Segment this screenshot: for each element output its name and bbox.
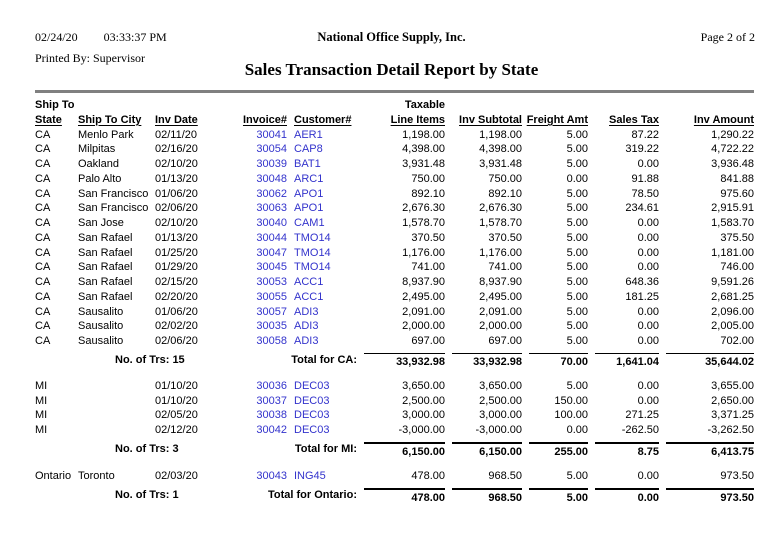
total-label: Total for Ontario: xyxy=(267,488,357,501)
col-salestax: Sales Tax xyxy=(609,113,659,126)
city-cell: Sausalito xyxy=(78,320,124,333)
invsubtotal-total: 33,932.98 xyxy=(452,353,522,370)
city-cell: Palo Alto xyxy=(78,172,122,185)
invoice-link[interactable]: 30038 xyxy=(256,409,287,422)
table-header-line2 xyxy=(35,113,754,128)
invamount-cell: 841.88 xyxy=(720,172,754,185)
invsubtotal-cell: 2,495.00 xyxy=(479,290,522,303)
salestax-cell: 271.25 xyxy=(625,409,659,422)
freight-cell: 5.00 xyxy=(566,231,588,244)
invamount-cell: 1,583.70 xyxy=(711,217,754,229)
invoice-link[interactable]: 30037 xyxy=(256,394,287,407)
invamount-cell: 3,936.48 xyxy=(711,158,754,170)
company-name: National Office Supply, Inc. xyxy=(317,30,466,44)
invsubtotal-cell: 2,500.00 xyxy=(479,394,522,407)
freight-cell: 5.00 xyxy=(566,469,588,482)
print-date: 02/24/20 xyxy=(35,30,78,44)
invamount-cell: 2,096.00 xyxy=(711,305,754,318)
freight-cell: 5.00 xyxy=(566,379,588,392)
salestax-cell: -262.50 xyxy=(621,424,659,436)
col-lineitems-top: Taxable xyxy=(404,99,445,111)
invdate-cell: 02/10/20 xyxy=(155,217,198,229)
city-cell xyxy=(78,423,155,438)
freight-cell: 5.00 xyxy=(566,320,588,333)
city-cell: Toronto xyxy=(78,469,115,482)
freight-cell: 5.00 xyxy=(566,290,588,303)
col-invamount: Inv Amount xyxy=(693,113,754,126)
group-total-row xyxy=(35,353,754,370)
invoice-link[interactable]: 30057 xyxy=(256,305,287,318)
city-cell: Oakland xyxy=(78,158,119,170)
group-total-row xyxy=(35,488,754,506)
header-line1 xyxy=(0,30,783,46)
invoice-link[interactable]: 30044 xyxy=(256,231,287,244)
invsubtotal-cell: 2,000.00 xyxy=(479,320,522,333)
freight-cell: 5.00 xyxy=(566,305,588,318)
customer-link[interactable]: ADI3 xyxy=(294,320,319,333)
table-row xyxy=(35,290,754,305)
report-body xyxy=(35,128,754,506)
invdate-cell: 01/29/20 xyxy=(155,261,198,274)
invsubtotal-cell: 750.00 xyxy=(488,172,522,185)
salestax-cell: 0.00 xyxy=(637,379,659,392)
state-cell: CA xyxy=(35,305,51,318)
table-row xyxy=(35,157,754,172)
salestax-cell: 0.00 xyxy=(637,158,659,170)
invdate-cell: 01/13/20 xyxy=(155,231,198,244)
customer-link[interactable]: AER1 xyxy=(294,128,323,141)
invdate-cell: 01/10/20 xyxy=(155,394,198,407)
state-cell: CA xyxy=(35,246,51,259)
state-cell: MI xyxy=(35,409,48,422)
customer-link[interactable]: CAM1 xyxy=(294,217,325,229)
invsubtotal-cell: 968.50 xyxy=(488,469,522,482)
freight-cell: 5.00 xyxy=(566,143,588,156)
lineitems-cell: 8,937.90 xyxy=(402,276,445,288)
col-lineitems: Line Items xyxy=(390,113,445,126)
lineitems-cell: 2,495.00 xyxy=(402,290,445,303)
lineitems-cell: 892.10 xyxy=(411,187,445,200)
lineitems-cell: 2,000.00 xyxy=(402,320,445,333)
city-cell: San Rafael xyxy=(78,290,133,303)
table-row xyxy=(35,216,754,231)
city-cell xyxy=(78,394,155,409)
header-divider xyxy=(35,90,754,93)
invamount-cell: 375.50 xyxy=(720,231,754,244)
customer-link[interactable]: DEC03 xyxy=(294,409,330,422)
invsubtotal-cell: 2,091.00 xyxy=(479,305,522,318)
invdate-cell: 02/03/20 xyxy=(155,469,198,482)
invamount-cell: 9,591.26 xyxy=(711,276,754,288)
customer-link[interactable]: APO1 xyxy=(294,202,324,215)
state-cell: CA xyxy=(35,143,51,156)
col-city: Ship To City xyxy=(78,113,142,126)
invsubtotal-cell: 4,398.00 xyxy=(479,143,522,156)
freight-cell: 100.00 xyxy=(554,409,588,422)
city-cell: Sausalito xyxy=(78,305,124,318)
state-cell: CA xyxy=(35,158,51,170)
invdate-cell: 02/16/20 xyxy=(155,143,198,156)
invdate-cell: 02/20/20 xyxy=(155,290,198,303)
lineitems-cell: 750.00 xyxy=(411,172,445,185)
invamount-cell: 2,650.00 xyxy=(711,394,754,407)
invoice-link[interactable]: 30054 xyxy=(256,143,287,156)
invamount-cell: 2,915.91 xyxy=(711,202,754,215)
transaction-count: No. of Trs: 1 xyxy=(115,488,179,501)
report-header xyxy=(0,0,783,98)
freight-cell: 150.00 xyxy=(554,394,588,407)
table-row xyxy=(35,423,754,438)
invsubtotal-cell: 2,676.30 xyxy=(479,202,522,215)
salestax-cell: 648.36 xyxy=(625,276,659,288)
table-row xyxy=(35,172,754,187)
print-datetime xyxy=(35,30,167,45)
state-cell: MI xyxy=(35,379,48,392)
invdate-cell: 01/10/20 xyxy=(155,379,198,392)
invamount-cell: 973.50 xyxy=(720,469,754,482)
col-customer: Customer# xyxy=(294,113,352,126)
freight-cell: 5.00 xyxy=(566,335,588,347)
col-invoice: Invoice# xyxy=(242,113,287,126)
invdate-cell: 02/12/20 xyxy=(155,424,198,436)
invsubtotal-cell: 1,198.00 xyxy=(479,128,522,141)
invdate-cell: 01/06/20 xyxy=(155,187,198,200)
table-row xyxy=(35,379,754,394)
col-state-top: Ship To xyxy=(35,99,75,111)
invoice-link[interactable]: 30047 xyxy=(256,246,287,259)
lineitems-cell: 370.50 xyxy=(411,231,445,244)
invoice-link[interactable]: 30039 xyxy=(256,158,287,170)
state-cell: Ontario xyxy=(35,469,72,482)
customer-link[interactable]: APO1 xyxy=(294,187,324,200)
customer-link[interactable]: ADI3 xyxy=(294,305,319,318)
freight-cell: 0.00 xyxy=(566,172,588,185)
salestax-total: 1,641.04 xyxy=(595,353,659,370)
salestax-cell: 91.88 xyxy=(631,172,659,185)
table-row xyxy=(35,142,754,157)
transaction-count: No. of Trs: 15 xyxy=(115,353,185,366)
lineitems-cell: 2,676.30 xyxy=(402,202,445,215)
salestax-cell: 0.00 xyxy=(637,469,659,482)
customer-link[interactable]: CAP8 xyxy=(294,143,323,156)
invdate-cell: 02/02/20 xyxy=(155,320,198,333)
invamount-cell: 702.00 xyxy=(720,335,754,347)
customer-link[interactable]: ADI3 xyxy=(294,335,319,347)
lineitems-cell: 3,000.00 xyxy=(402,409,445,422)
invamount-cell: 746.00 xyxy=(720,261,754,274)
total-label: Total for MI: xyxy=(294,442,357,455)
col-state: State xyxy=(35,113,62,126)
invsubtotal-cell: 1,176.00 xyxy=(479,246,522,259)
table-row xyxy=(35,187,754,202)
report-table xyxy=(35,98,754,515)
state-cell: CA xyxy=(35,276,51,288)
total-label: Total for CA: xyxy=(291,353,357,366)
invamount-total: 35,644.02 xyxy=(666,353,754,370)
salestax-cell: 0.00 xyxy=(637,231,659,244)
salestax-cell: 87.22 xyxy=(631,128,659,141)
customer-link[interactable]: ARC1 xyxy=(294,172,324,185)
col-freightamt: Freight Amt xyxy=(526,113,588,126)
lineitems-total: 33,932.98 xyxy=(364,353,445,370)
invoice-link[interactable]: 30048 xyxy=(256,172,287,185)
invamount-cell: 3,371.25 xyxy=(711,409,754,422)
customer-link[interactable]: ACC1 xyxy=(294,290,324,303)
salestax-cell: 0.00 xyxy=(637,305,659,318)
lineitems-cell: 478.00 xyxy=(411,469,445,482)
invoice-link[interactable]: 30041 xyxy=(256,128,287,141)
invsubtotal-cell: 370.50 xyxy=(488,231,522,244)
invsubtotal-cell: 8,937.90 xyxy=(479,276,522,288)
city-cell: Menlo Park xyxy=(78,128,134,141)
invamount-cell: 1,181.00 xyxy=(711,246,754,259)
invoice-link[interactable]: 30042 xyxy=(256,424,287,436)
invdate-cell: 01/13/20 xyxy=(155,172,198,185)
lineitems-cell: -3,000.00 xyxy=(398,424,445,436)
invsubtotal-cell: 1,578.70 xyxy=(479,217,522,229)
invsubtotal-cell: 3,650.00 xyxy=(479,379,522,392)
customer-link[interactable]: TMO14 xyxy=(294,261,331,274)
group-total-row xyxy=(35,442,754,460)
table-header-line1 xyxy=(35,98,754,113)
lineitems-cell: 3,650.00 xyxy=(402,379,445,392)
invoice-link[interactable]: 30058 xyxy=(256,335,287,347)
freight-cell: 5.00 xyxy=(566,276,588,288)
invdate-cell: 01/25/20 xyxy=(155,246,198,259)
invsubtotal-total: 968.50 xyxy=(452,488,522,506)
table-row xyxy=(35,319,754,334)
invoice-link[interactable]: 30053 xyxy=(256,276,287,288)
table-row xyxy=(35,334,754,349)
table-row xyxy=(35,469,754,484)
invamount-cell: 2,681.25 xyxy=(711,290,754,303)
salestax-cell: 0.00 xyxy=(637,320,659,333)
city-cell: San Jose xyxy=(78,217,124,229)
lineitems-total: 478.00 xyxy=(364,488,445,506)
transaction-count: No. of Trs: 3 xyxy=(115,442,179,455)
salestax-cell: 319.22 xyxy=(625,143,659,156)
customer-link[interactable]: TMO14 xyxy=(294,231,331,244)
salestax-cell: 0.00 xyxy=(637,394,659,407)
invamount-cell: -3,262.50 xyxy=(707,424,754,436)
invdate-cell: 02/05/20 xyxy=(155,409,198,422)
invdate-cell: 01/06/20 xyxy=(155,305,198,318)
salestax-cell: 181.25 xyxy=(625,290,659,303)
city-cell: San Rafael xyxy=(78,231,133,244)
invsubtotal-cell: 3,931.48 xyxy=(479,158,522,170)
invsubtotal-cell: 892.10 xyxy=(488,187,522,200)
freight-total: 255.00 xyxy=(529,442,588,460)
salestax-cell: 0.00 xyxy=(637,335,659,347)
freight-cell: 5.00 xyxy=(566,246,588,259)
invoice-link[interactable]: 30035 xyxy=(256,320,287,333)
invamount-total: 973.50 xyxy=(666,488,754,506)
city-cell: Milpitas xyxy=(78,143,116,156)
freight-cell: 5.00 xyxy=(566,128,588,141)
state-cell: CA xyxy=(35,217,51,229)
lineitems-total: 6,150.00 xyxy=(364,442,445,460)
table-row xyxy=(35,201,754,216)
customer-link[interactable]: ING45 xyxy=(294,469,326,482)
invoice-link[interactable]: 30062 xyxy=(256,187,287,200)
lineitems-cell: 741.00 xyxy=(411,261,445,274)
col-invdate: Inv Date xyxy=(155,113,198,126)
invoice-link[interactable]: 30045 xyxy=(256,261,287,274)
print-time: 03:33:37 PM xyxy=(103,30,167,44)
salestax-cell: 0.00 xyxy=(637,217,659,229)
lineitems-cell: 697.00 xyxy=(411,335,445,347)
salestax-total: 8.75 xyxy=(595,442,659,460)
state-cell: CA xyxy=(35,320,51,333)
freight-cell: 5.00 xyxy=(566,187,588,200)
invdate-cell: 02/10/20 xyxy=(155,158,198,170)
customer-link[interactable]: ACC1 xyxy=(294,276,324,288)
table-row xyxy=(35,231,754,246)
city-cell: Sausalito xyxy=(78,335,124,347)
table-row xyxy=(35,408,754,423)
state-cell: CA xyxy=(35,290,51,303)
table-row xyxy=(35,260,754,275)
state-cell: CA xyxy=(35,187,51,200)
report-title: Sales Transaction Detail Report by State xyxy=(244,60,539,79)
state-cell: CA xyxy=(35,202,51,215)
invoice-link[interactable]: 30036 xyxy=(256,379,287,392)
table-row xyxy=(35,394,754,409)
lineitems-cell: 4,398.00 xyxy=(402,143,445,156)
invoice-link[interactable]: 30063 xyxy=(256,202,287,215)
customer-link[interactable]: BAT1 xyxy=(294,158,321,170)
table-row xyxy=(35,246,754,261)
state-cell: MI xyxy=(35,424,48,436)
invsubtotal-cell: 3,000.00 xyxy=(479,409,522,422)
city-cell: San Francisco xyxy=(78,202,149,215)
city-cell xyxy=(78,379,155,394)
invsubtotal-cell: -3,000.00 xyxy=(475,424,522,436)
lineitems-cell: 2,091.00 xyxy=(402,305,445,318)
printed-by: Printed By: Supervisor xyxy=(35,51,145,65)
city-cell: San Rafael xyxy=(78,246,133,259)
invamount-cell: 1,290.22 xyxy=(711,128,754,141)
invamount-cell: 4,722.22 xyxy=(711,143,754,156)
invoice-link[interactable]: 30043 xyxy=(256,469,287,482)
invoice-link[interactable]: 30040 xyxy=(256,217,287,229)
invamount-total: 6,413.75 xyxy=(666,442,754,460)
state-cell: MI xyxy=(35,394,48,407)
customer-link[interactable]: DEC03 xyxy=(294,424,330,436)
page-number: Page 2 of 2 xyxy=(700,30,755,44)
invamount-cell: 2,005.00 xyxy=(711,320,754,333)
salestax-cell: 78.50 xyxy=(631,187,659,200)
invsubtotal-cell: 741.00 xyxy=(488,261,522,274)
city-cell: San Rafael xyxy=(78,261,133,274)
col-invsubtotal: Inv Subtotal xyxy=(459,113,522,126)
state-cell: CA xyxy=(35,231,51,244)
invdate-cell: 02/06/20 xyxy=(155,335,198,347)
customer-link[interactable]: TMO14 xyxy=(294,246,331,259)
lineitems-cell: 1,198.00 xyxy=(402,128,445,141)
invdate-cell: 02/06/20 xyxy=(155,202,198,215)
table-row xyxy=(35,305,754,320)
freight-cell: 0.00 xyxy=(566,424,588,436)
customer-link[interactable]: DEC03 xyxy=(294,379,330,392)
invsubtotal-cell: 697.00 xyxy=(488,335,522,347)
table-row xyxy=(35,275,754,290)
invdate-cell: 02/11/20 xyxy=(155,128,198,141)
salestax-cell: 234.61 xyxy=(625,202,659,215)
table-row xyxy=(35,128,754,143)
salestax-cell: 0.00 xyxy=(637,261,659,274)
city-cell: San Francisco xyxy=(78,187,149,200)
lineitems-cell: 2,500.00 xyxy=(402,394,445,407)
lineitems-cell: 3,931.48 xyxy=(402,158,445,170)
invdate-cell: 02/15/20 xyxy=(155,276,198,288)
freight-cell: 5.00 xyxy=(566,202,588,215)
invamount-cell: 3,655.00 xyxy=(711,379,754,392)
lineitems-cell: 1,176.00 xyxy=(402,246,445,259)
freight-total: 70.00 xyxy=(529,353,588,370)
state-cell: CA xyxy=(35,335,51,347)
lineitems-cell: 1,578.70 xyxy=(402,217,445,229)
freight-cell: 5.00 xyxy=(566,261,588,274)
state-cell: CA xyxy=(35,128,51,141)
salestax-cell: 0.00 xyxy=(637,246,659,259)
invoice-link[interactable]: 30055 xyxy=(256,290,287,303)
city-cell: San Rafael xyxy=(78,276,133,288)
freight-total: 5.00 xyxy=(529,488,588,506)
invamount-cell: 975.60 xyxy=(720,187,754,200)
customer-link[interactable]: DEC03 xyxy=(294,394,330,407)
salestax-total: 0.00 xyxy=(595,488,659,506)
city-cell xyxy=(78,408,155,423)
invsubtotal-total: 6,150.00 xyxy=(452,442,522,460)
state-cell: CA xyxy=(35,172,51,185)
state-cell: CA xyxy=(35,261,51,274)
table-header xyxy=(35,98,754,128)
freight-cell: 5.00 xyxy=(566,158,588,170)
freight-cell: 5.00 xyxy=(566,217,588,229)
